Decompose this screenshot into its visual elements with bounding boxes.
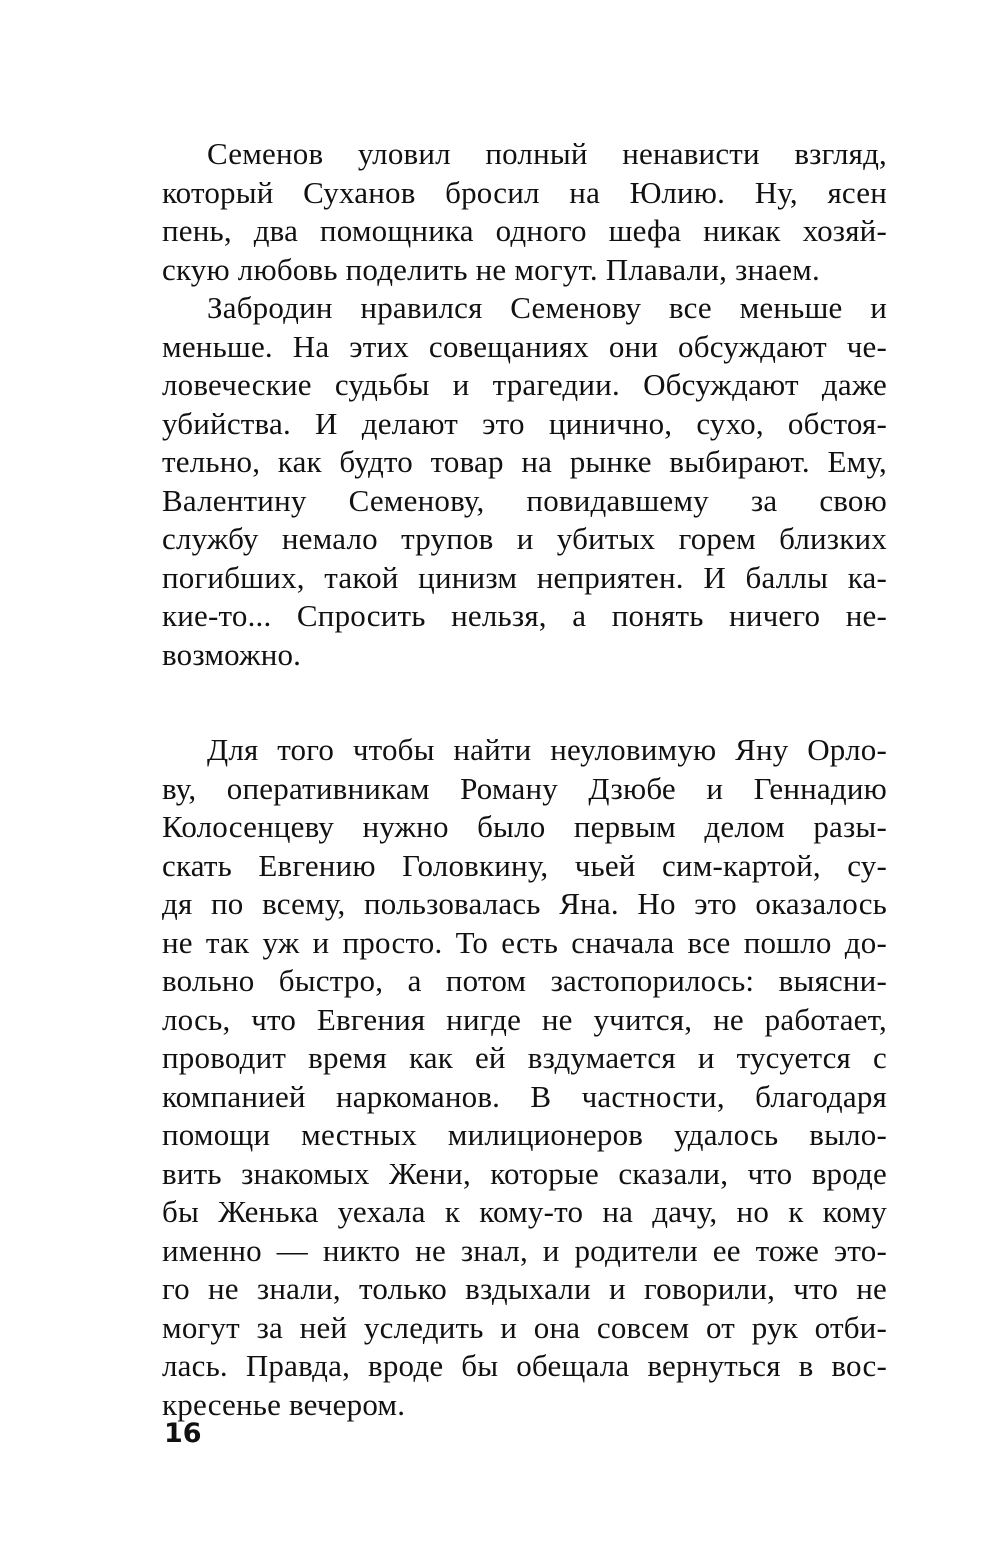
text-line: убийства. И делают это цинично, сухо, обстоя- [162,405,887,441]
text-line: вить знакомых Жени, которые сказали, что вроде [162,1155,887,1191]
text-line: скать Евгению Головкину, чьей сим-картой, су- [162,847,887,883]
text-line: который Суханов бросил на Юлию. Ну, ясен [162,174,887,210]
text-line: компанией наркоманов. В частности, благодаря [162,1078,887,1114]
text-section-1 [162,135,887,674]
text-line: дя по всему, пользовалась Яна. Но это оказалось [162,886,887,921]
text-line: лось, что Евгения нигде не учится, не работает, [162,1001,887,1037]
text-line: лась. Правда, вроде бы обещала вернуться в вос- [162,1348,887,1383]
text-line: службу немало трупов и убитых горем близких [162,521,887,556]
text-line: бы Женька уехала к кому-то на дачу, но к кому [162,1194,887,1229]
text-line: Забродин нравился Семенову все меньше и [207,290,887,325]
text-line: вольно быстро, а потом застопорилось: выясни- [162,963,887,998]
text-line: пень, два помощника одного шефа никак хозяй- [162,213,887,248]
text-line: ловеческие судьбы и трагедии. Обсуждают даже [162,367,887,402]
text-line: погибших, такой цинизм неприятен. И баллы ка- [162,559,887,595]
paragraph-3 [162,731,887,1424]
text-line: меньше. На этих совещаниях они обсуждают че- [162,328,887,364]
text-line: кие-то... Спросить нельзя, а понять ничего не- [162,598,887,633]
text-line: не так уж и просто. То есть сначала все пошло до- [162,924,887,960]
text-line: Для того чтобы найти неуловимую Яну Орло- [207,732,887,767]
text-line: Семенов уловил полный ненависти взгляд, [207,136,887,171]
text-line: скую любовь поделить не могут. Плавали, знаем. [162,251,820,287]
text-line: го не знали, только вздыхали и говорили, что не [162,1271,887,1306]
text-section-2 [162,731,887,1424]
text-line: проводит время как ей вздумается и тусуется с [162,1040,887,1075]
text-line: помощи местных милиционеров удалось выло- [162,1117,887,1152]
text-line: кресенье вечером. [162,1386,406,1422]
text-line: Валентину Семенову, повидавшему за свою [162,482,887,518]
text-line: тельно, как будто товар на рынке выбирают. Ему, [162,444,887,479]
paragraph-2 [162,289,887,674]
text-line: могут за ней уследить и она совсем от рук отби- [162,1309,887,1345]
page-number: 16 [164,1418,202,1449]
paragraph-1 [162,135,887,289]
text-line: именно — никто не знал, и родители ее тоже это- [162,1232,887,1268]
text-line: ву, оперативникам Роману Дзюбе и Геннадию [162,770,887,806]
text-line: Колосенцеву нужно было первым делом разы- [162,809,887,844]
text-line: возможно. [162,636,302,672]
